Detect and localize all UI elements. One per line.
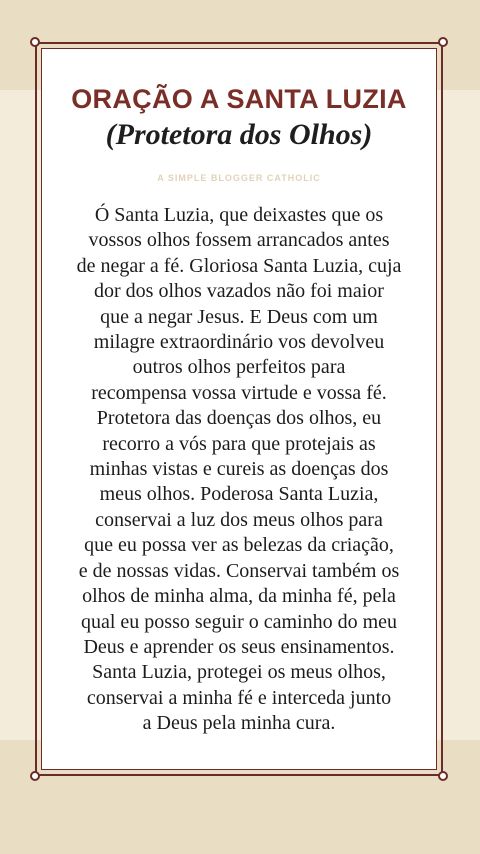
prayer-line: que eu possa ver as belezas da criação, <box>84 534 394 557</box>
prayer-line: conservai a minha fé e interceda junto <box>86 686 392 709</box>
prayer-line: de negar a fé. Gloriosa Santa Luzia, cuja <box>76 254 402 277</box>
prayer-line: conservai a luz dos meus olhos para <box>95 508 383 531</box>
blog-watermark: A SIMPLE BLOGGER CATHOLIC <box>157 173 321 183</box>
prayer-text <box>53 203 425 737</box>
frame-corner-ornament <box>30 37 40 47</box>
frame-corner-ornament <box>438 37 448 47</box>
frame-corner-ornament <box>438 771 448 781</box>
prayer-line: meus olhos. Poderosa Santa Luzia, <box>99 483 379 506</box>
prayer-line: qual eu posso seguir o caminho do meu <box>80 610 398 633</box>
prayer-title: ORAÇÃO A SANTA LUZIA <box>71 84 407 114</box>
prayer-line: que a negar Jesus. E Deus com um <box>100 305 378 328</box>
prayer-line: Protetora das doenças dos olhos, eu <box>96 407 382 430</box>
prayer-line: outros olhos perfeitos para <box>132 356 346 379</box>
prayer-line: recompensa vossa virtude e vossa fé. <box>91 381 387 404</box>
prayer-line: milagre extraordinário vos devolveu <box>93 331 385 354</box>
frame-corner-ornament <box>30 771 40 781</box>
prayer-line: olhos de minha alma, da minha fé, pela <box>82 585 396 608</box>
prayer-line: minhas vistas e cureis as doenças dos <box>89 458 389 481</box>
prayer-line: e de nossas vidas. Conservai também os <box>78 559 400 582</box>
prayer-line: Deus e aprender os seus ensinamentos. <box>83 635 395 658</box>
prayer-subtitle: (Protetora dos Olhos) <box>105 118 373 151</box>
prayer-line: vossos olhos fossem arrancados antes <box>88 229 390 252</box>
prayer-line: recorro a vós para que protejais as <box>102 432 376 455</box>
prayer-line: Ó Santa Luzia, que deixastes que os <box>94 204 384 226</box>
prayer-line: Santa Luzia, protegei os meus olhos, <box>92 661 386 684</box>
prayer-line: dor dos olhos vazados não foi maior <box>94 280 384 303</box>
prayer-line: a Deus pela minha cura. <box>142 712 336 735</box>
